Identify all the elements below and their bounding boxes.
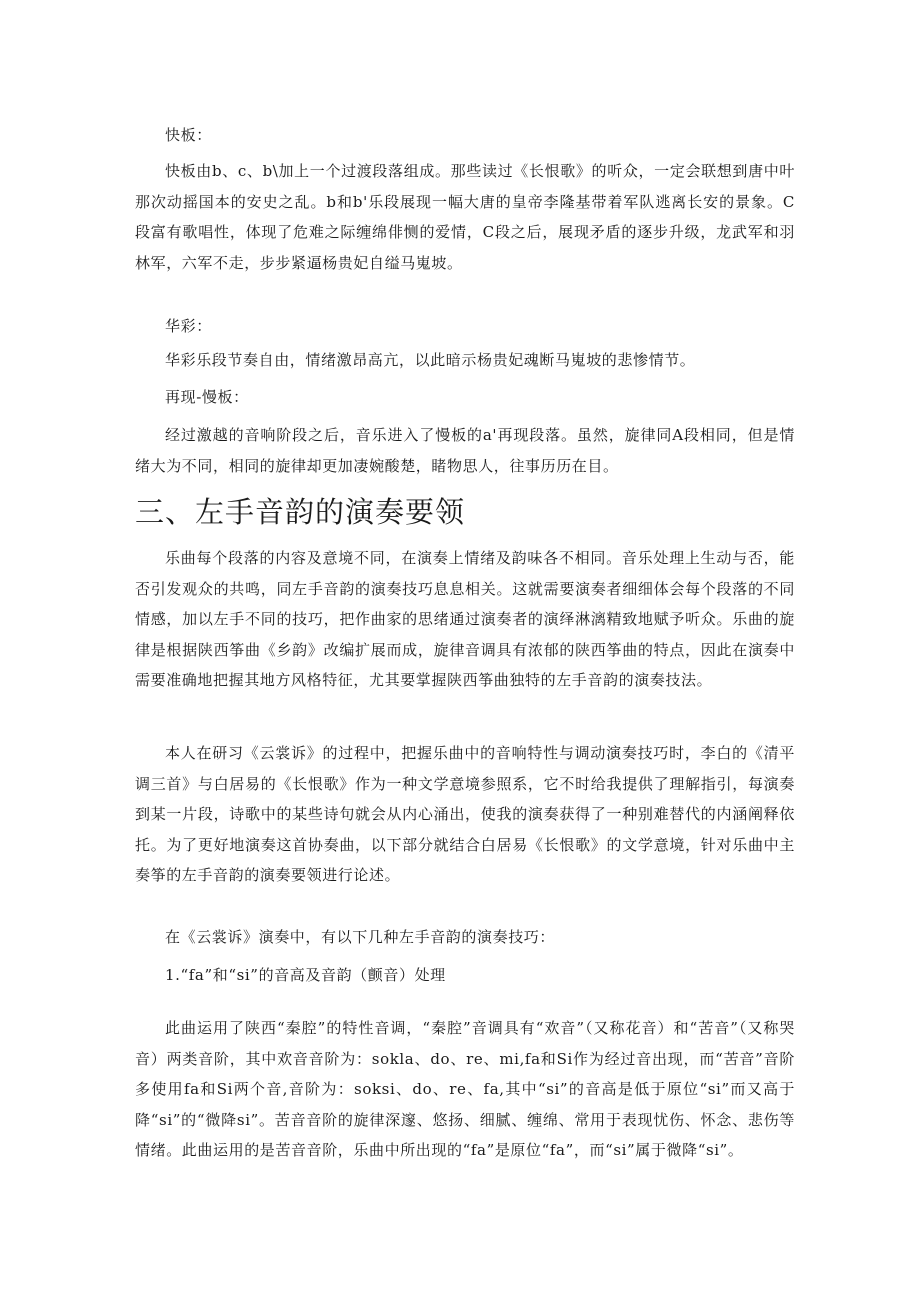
fast-section-label: 快板： bbox=[165, 126, 212, 144]
body-paragraph-2: 本人在研习《云裳诉》的过程中，把握乐曲中的音响特性与调动演奏技巧时，李白的《清平调三首》与白居易的《长恨歌》作为一种文学意境参照系，它不时给我提供了理解指引，每演奏到某一片段，诗歌中的某些诗句就会从内心涌出，使我的演奏获得了一种别难替代的内涵阐释依托。为了更好地演奏这首协奏曲，以下部分就结合白居易《长恨歌》的文学意境，针对乐曲中主奏筝的左手音韵的演奏要领进行论述。 bbox=[135, 744, 795, 884]
reprise-section-text: 经过激越的音响阶段之后，音乐进入了慢板的a'再现段落。虽然，旋律同A段相同，但是情绪大为不同，相同的旋律却更加凄婉酸楚，睹物思人，往事历历在目。 bbox=[135, 426, 795, 475]
body-paragraph-3: 在《云裳诉》演奏中，有以下几种左手音韵的演奏技巧： bbox=[165, 928, 556, 946]
body-paragraph-1: 乐曲每个段落的内容及意境不同，在演奏上情绪及韵味各不相同。音乐处理上生动与否，能否引发观众的共鸣，同左手音韵的演奏技巧息息相关。这就需要演奏者细细体会每个段落的不同情感，加以左手不同的技巧，把作曲家的思绪通过演奏者的演绎淋漓精致地赋予听众。乐曲的旋律是根据陕西筝曲《乡韵》改编扩展而成，旋律音调具有浓郁的陕西筝曲的特点，因此在演奏中需要准确地把握其地方风格特征，尤其要掌握陕西筝曲独特的左手音韵的演奏技法。 bbox=[135, 549, 795, 689]
body-paragraph-4: 此曲运用了陕西“秦腔”的特性音调，“秦腔”音调具有“欢音”（又称花音）和“苦音”（又称哭音）两类音阶，其中欢音音阶为：sokla、do、re、mi,fa和Si作为经过音出现，而“苦音”音阶多使用fa和Si两个音,音阶为：soksi、do、re、fa,其中“si”的音高是低于原位“si”而又高于降“si”的“微降si”。苦音音阶的旋律深邃、悠扬、细腻、缠绵、常用于表现忧伤、怀念、悲伤等情绪。此曲运用的是苦音音阶，乐曲中所出现的“fa”是原位“fa”，而“si”属于微降“si”。 bbox=[135, 1019, 795, 1159]
cadenza-section-text: 华彩乐段节奏自由，情绪激昂高亢，以此暗示杨贵妃魂断马嵬坡的悲惨情节。 bbox=[165, 351, 696, 369]
cadenza-section-label: 华彩： bbox=[165, 317, 212, 335]
fast-section-text: 快板由b、c、b\加上一个过渡段落组成。那些读过《长恨歌》的听众，一定会联想到唐中叶那次动摇国本的安史之乱。b和b'乐段展现一幅大唐的皇帝李隆基带着军队逃离长安的景象。C段富有歌唱性，体现了危难之际缠绵俳恻的爱情，C段之后，展现矛盾的逐步升级，龙武军和羽林军，六军不走，步步紧逼杨贵妃自缢马嵬坡。 bbox=[135, 162, 795, 272]
section-heading: 三、左手音韵的演奏要领 bbox=[135, 495, 466, 529]
reprise-section-label: 再现-慢板： bbox=[165, 388, 249, 406]
subheading: 1.“fa”和“si”的音高及音韵（颤音）处理 bbox=[165, 966, 446, 984]
